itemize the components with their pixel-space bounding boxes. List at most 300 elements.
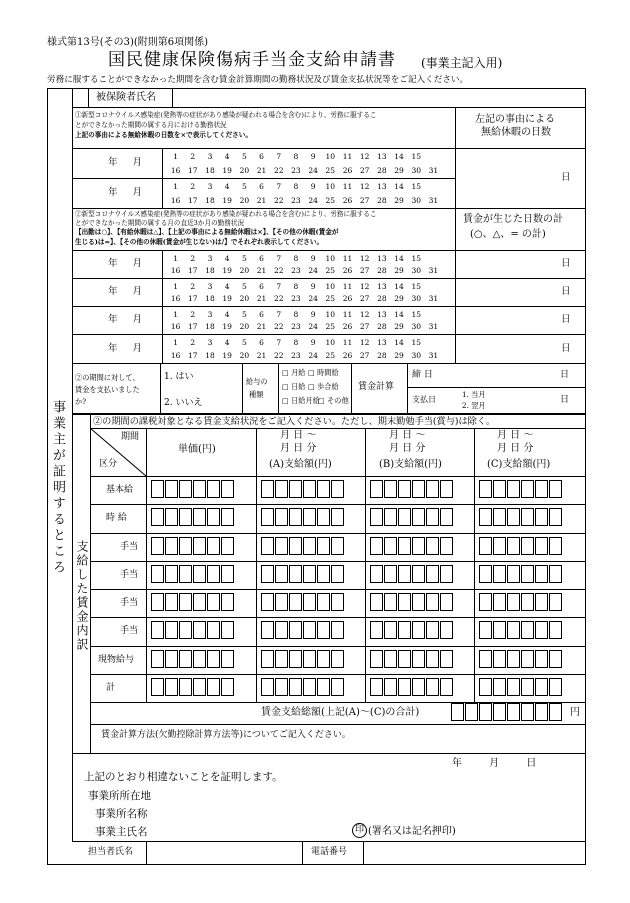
day-cell[interactable]: 14 [394,310,404,319]
day-cell[interactable]: 29 [394,322,404,331]
day-cell[interactable]: 9 [310,338,316,347]
day-cell[interactable]: 7 [276,152,282,161]
day-cell[interactable]: 27 [359,294,370,303]
pay-type-commission-checkbox[interactable]: □ 歩合給 [308,382,339,391]
day-cell[interactable]: 11 [342,182,353,191]
wage-row-label: 基本給 [106,485,134,495]
day-cell[interactable]: 31 [428,266,439,275]
day-cell[interactable]: 3 [207,310,213,319]
day-cell[interactable]: 9 [310,310,316,319]
day-cell[interactable]: 17 [188,266,198,275]
day-cell[interactable]: 12 [359,182,370,191]
day-cell[interactable]: 1 [173,282,178,291]
day-cell[interactable]: 5 [241,282,247,291]
col-c-date-from: 月 日 〜 [497,430,534,441]
day-cell[interactable]: 30 [411,294,421,303]
day-cell[interactable]: 10 [325,338,336,347]
pay-type-other-checkbox[interactable]: □ その他 [318,396,349,405]
day-grid-row2-s2-2[interactable] [167,295,442,303]
pay-question-1: ②の期間に対して、 [75,373,140,382]
wage-cells-unit[interactable] [151,508,234,526]
day-cell[interactable]: 13 [377,152,387,161]
day-grid-row2-s1-1[interactable] [167,167,442,175]
day-cell[interactable]: 4 [224,310,230,319]
day-cell[interactable]: 13 [377,182,387,191]
pay-type-daily-checkbox[interactable]: □ 日給 [282,382,306,391]
day-cell[interactable]: 26 [342,166,353,175]
wage-cells-a[interactable] [261,565,344,583]
wage-cells-c[interactable] [479,565,562,583]
day-cell[interactable]: 27 [359,166,370,175]
day-cell[interactable]: 8 [293,338,299,347]
wage-cells-unit[interactable] [151,565,234,583]
form-title-suffix: (事業主記入用) [421,56,503,70]
day-cell[interactable]: 17 [188,294,198,303]
month-label-s2-3[interactable]: 年 月 [108,314,143,325]
wage-row-label: 手当 [120,542,139,552]
day-cell[interactable]: 22 [273,322,284,331]
day-cell[interactable]: 6 [259,152,264,161]
wage-row-label: 手当 [120,570,139,580]
day-cell[interactable]: 25 [325,322,336,331]
day-cell[interactable]: 11 [342,152,353,161]
wage-cells-a[interactable] [261,650,344,668]
day-cell[interactable]: 10 [325,254,336,263]
pay-question-3: か? [75,397,87,406]
pay-type-monthly-checkbox[interactable]: □ 月給 [282,368,306,377]
section2-text-3: 【出勤は○】、【有給休暇は△】、【上記の事由による無給休暇は×】、【その他の休暇(賃金が [75,228,339,236]
day-cell[interactable]: 20 [239,322,250,331]
section1-text-3: 上記の事由による無給休暇の日数を×で表示してください。 [75,131,252,139]
total-amount-cells[interactable] [451,703,562,721]
day-cell[interactable]: 19 [222,294,232,303]
day-cell[interactable]: 12 [359,310,370,319]
day-cell[interactable]: 2 [190,338,196,347]
day-cell[interactable]: 24 [308,351,318,360]
day-cell[interactable]: 8 [293,282,299,291]
seal-mark: 印 [352,823,367,838]
day-cell[interactable]: 4 [224,338,230,347]
col-b-date-from: 月 日 〜 [389,430,426,441]
day-cell[interactable]: 18 [205,351,215,360]
office-address-label: 事業所所在地 [88,790,151,802]
day-cell[interactable]: 6 [259,338,264,347]
day-count-unit-s2-2: 日 [561,286,571,297]
day-cell[interactable]: 26 [342,322,353,331]
form-number: 様式第13号(その3)(附則第6項関係) [47,37,209,48]
day-grid-row2-s1-2[interactable] [167,197,442,205]
day-cell[interactable]: 6 [259,254,264,263]
wage-row-label: 計 [106,683,116,693]
day-cell[interactable]: 5 [241,310,247,319]
staff-name-field[interactable] [148,843,300,863]
day-cell[interactable]: 11 [342,310,353,319]
wage-cells-b[interactable] [370,480,453,498]
wage-cells-c[interactable] [479,480,562,498]
pay-yes-option[interactable]: 1. はい [164,372,194,382]
day-cell[interactable]: 6 [259,310,264,319]
col-a-date-from: 月 日 〜 [280,430,317,441]
day-cell[interactable]: 5 [241,152,247,161]
day-cell[interactable]: 23 [291,322,301,331]
owner-name-label: 事業主氏名 [95,826,148,838]
day-cell[interactable]: 19 [222,166,232,175]
wage-cells-c[interactable] [479,650,562,668]
day-cell[interactable]: 17 [188,351,198,360]
insured-name-field[interactable] [174,89,584,106]
day-cell[interactable]: 6 [259,182,264,191]
wage-calc-label: 賃金計算 [358,382,395,392]
day-cell[interactable]: 20 [239,196,250,205]
day-cell[interactable]: 2 [190,310,196,319]
day-cell[interactable]: 21 [256,294,267,303]
day-cell[interactable]: 16 [170,294,181,303]
day-cell[interactable]: 13 [377,282,387,291]
day-grid-row1-s2-2[interactable] [167,283,425,291]
day-cell[interactable]: 15 [411,152,421,161]
form-title: 国民健康保険傷病手当金支給申請書 [108,50,396,70]
day-cell[interactable]: 19 [222,266,232,275]
month-label-s2-4[interactable]: 年 月 [108,343,143,354]
day-cell[interactable]: 3 [207,338,213,347]
calc-method-label: 賃金計算方法(欠勤控除計算方法等)についてご記入ください。 [101,730,351,740]
wage-cells-a[interactable] [261,508,344,526]
day-cell[interactable]: 23 [291,266,301,275]
day-cell[interactable]: 24 [308,196,318,205]
day-cell[interactable]: 8 [293,254,299,263]
day-cell[interactable]: 22 [273,351,284,360]
side-label: 事業主が証明するところ [50,400,65,576]
day-cell[interactable]: 25 [325,166,336,175]
day-cell[interactable]: 14 [394,152,404,161]
day-cell[interactable]: 21 [256,351,267,360]
day-cell[interactable]: 10 [325,182,336,191]
day-grid-row1-s1-1[interactable] [167,153,425,161]
day-cell[interactable]: 28 [377,322,387,331]
day-cell[interactable]: 18 [205,166,215,175]
day-cell[interactable]: 28 [377,196,387,205]
wage-row-label: 手当 [120,626,139,636]
wage-cells-unit[interactable] [151,593,234,611]
wage-cells-a[interactable] [261,537,344,555]
day-cell[interactable]: 26 [342,196,353,205]
day-cell[interactable]: 7 [276,310,282,319]
day-cell[interactable]: 18 [205,196,215,205]
day-cell[interactable]: 24 [308,166,318,175]
day-cell[interactable]: 14 [394,254,404,263]
day-cell[interactable]: 1 [173,182,178,191]
day-cell[interactable]: 16 [170,351,181,360]
day-cell[interactable]: 16 [170,266,181,275]
day-cell[interactable]: 4 [224,152,230,161]
day-cell[interactable]: 30 [411,322,421,331]
day-cell[interactable]: 29 [394,266,404,275]
col-b-date-to: 月 日 分 [389,443,426,454]
day-cell[interactable]: 13 [377,338,387,347]
day-cell[interactable]: 28 [377,294,387,303]
day-cell[interactable]: 31 [428,196,439,205]
day-grid-row1-s1-2[interactable] [167,183,425,191]
day-cell[interactable]: 2 [190,254,196,263]
day-cell[interactable]: 22 [273,294,284,303]
day-cell[interactable]: 30 [411,166,421,175]
day-cell[interactable]: 10 [325,152,336,161]
day-cell[interactable]: 7 [276,338,282,347]
day-cell[interactable]: 7 [276,182,282,191]
day-cell[interactable]: 18 [205,294,215,303]
day-cell[interactable]: 21 [256,166,267,175]
day-cell[interactable]: 4 [224,282,230,291]
day-cell[interactable]: 28 [377,166,387,175]
pay-type-hourly-checkbox[interactable]: □ 時間給 [308,368,339,377]
wage-cells-b[interactable] [370,537,453,555]
month-label-s1-2[interactable]: 年 月 [108,187,143,198]
day-cell[interactable]: 13 [377,310,387,319]
day-cell[interactable]: 9 [310,182,316,191]
wage-cells-unit[interactable] [151,621,234,639]
month-label-s2-1[interactable]: 年 月 [108,258,143,269]
month-label-s1-1[interactable]: 年 月 [108,157,143,168]
col-a-label: (A)支給額(円) [269,459,332,470]
staff-name-label: 担当者氏名 [88,847,134,857]
day-cell[interactable]: 11 [342,338,353,347]
phone-label: 電話番号 [311,847,348,857]
day-cell[interactable]: 1 [173,310,178,319]
day-cell[interactable]: 27 [359,322,370,331]
day-cell[interactable]: 27 [359,351,370,360]
day-grid-row2-s2-4[interactable] [167,352,442,360]
day-cell[interactable]: 29 [394,166,404,175]
day-cell[interactable]: 14 [394,282,404,291]
day-cell[interactable]: 19 [222,322,232,331]
day-cell[interactable]: 21 [256,266,267,275]
day-cell[interactable]: 14 [394,182,404,191]
day-cell[interactable]: 9 [310,152,316,161]
day-count-unit-s2-1: 日 [561,258,571,269]
day-cell[interactable]: 6 [259,282,264,291]
wage-cells-unit[interactable] [151,480,234,498]
month-label-s2-2[interactable]: 年 月 [108,286,143,297]
payday-label: 支払日 [412,395,436,404]
day-cell[interactable]: 13 [377,254,387,263]
day-cell[interactable]: 22 [273,166,284,175]
section1-text-2: とができなかった期間の属する月における勤務状況 [75,121,227,129]
day-cell[interactable]: 19 [222,351,232,360]
day-cell[interactable]: 12 [359,338,370,347]
day-cell[interactable]: 26 [342,351,353,360]
day-cell[interactable]: 1 [173,152,178,161]
day-cell[interactable]: 29 [394,196,404,205]
pay-no-option[interactable]: 2. いいえ [164,398,203,408]
day-cell[interactable]: 15 [411,310,421,319]
day-cell[interactable]: 15 [411,338,421,347]
cert-date[interactable]: 年 月 日 [452,758,538,769]
day-cell[interactable]: 21 [256,322,267,331]
day-cell[interactable]: 18 [205,266,215,275]
day-cell[interactable]: 29 [394,294,404,303]
day-grid-row2-s2-1[interactable] [167,267,442,275]
wage-cells-a[interactable] [261,480,344,498]
day-cell[interactable]: 11 [342,282,353,291]
day-cell[interactable]: 20 [239,351,250,360]
day-cell[interactable]: 25 [325,351,336,360]
wage-cells-a[interactable] [261,678,344,696]
day-cell[interactable]: 28 [377,351,387,360]
day-cell[interactable]: 1 [173,338,178,347]
day-cell[interactable]: 23 [291,351,301,360]
day-cell[interactable]: 12 [359,282,370,291]
day-cell[interactable]: 26 [342,294,353,303]
wage-row-label: 現物給与 [98,655,135,665]
day-cell[interactable]: 5 [241,182,247,191]
day-cell[interactable]: 10 [325,310,336,319]
category-label: 区分 [99,459,118,469]
day-grid-row1-s2-4[interactable] [167,339,425,347]
day-cell[interactable]: 24 [308,322,318,331]
day-cell[interactable]: 22 [273,266,284,275]
day-cell[interactable]: 27 [359,196,370,205]
section1-day-count-unit: 日 [561,172,571,183]
section2-right-header-2: (○、△、= の計) [470,229,546,240]
wage-cells-b[interactable] [370,621,453,639]
wage-cells-b[interactable] [370,650,453,668]
day-count-unit-s2-3: 日 [561,314,571,325]
wage-cells-b[interactable] [370,593,453,611]
wage-cells-b[interactable] [370,565,453,583]
day-cell[interactable]: 14 [394,338,404,347]
payday-next-month[interactable]: 2. 翌月 [462,401,486,410]
day-cell[interactable]: 26 [342,266,353,275]
wage-cells-unit[interactable] [151,678,234,696]
wage-cells-b[interactable] [370,508,453,526]
day-cell[interactable]: 12 [359,152,370,161]
wage-cells-unit[interactable] [151,650,234,668]
day-cell[interactable]: 30 [411,351,421,360]
day-cell[interactable]: 8 [293,310,299,319]
wage-cells-c[interactable] [479,621,562,639]
day-cell[interactable]: 15 [411,182,421,191]
day-cell[interactable]: 23 [291,166,301,175]
day-cell[interactable]: 4 [224,254,230,263]
day-cell[interactable]: 25 [325,294,336,303]
cutoff-day-unit: 日 [560,370,570,380]
day-cell[interactable]: 19 [222,196,232,205]
day-cell[interactable]: 30 [411,196,421,205]
day-cell[interactable]: 17 [188,196,198,205]
day-cell[interactable]: 31 [428,294,439,303]
day-cell[interactable]: 5 [241,254,247,263]
pay-type-daily-monthly-checkbox[interactable]: □ 日給月給 [282,396,320,405]
col-b-label: (B)支給額(円) [379,459,442,470]
section2-right-header-1: 賃金が生じた日数の計 [463,214,563,225]
day-cell[interactable]: 3 [207,254,213,263]
section2-text-2: とができなかった期間の属する月の直近3か月の勤務状況 [75,219,245,227]
day-cell[interactable]: 16 [170,196,181,205]
day-cell[interactable]: 25 [325,266,336,275]
day-cell[interactable]: 17 [188,166,198,175]
payday-day-unit: 日 [560,395,570,405]
day-cell[interactable]: 2 [190,182,196,191]
wage-cells-c[interactable] [479,593,562,611]
section1-right-header-2: 無給休暇の日数 [481,127,551,138]
total-label: 賃金支給総額(上記(A)〜(C)の合計) [261,707,420,718]
wage-cells-a[interactable] [261,621,344,639]
day-cell[interactable]: 31 [428,322,439,331]
day-cell[interactable]: 29 [394,351,404,360]
day-cell[interactable]: 24 [308,266,318,275]
phone-field[interactable] [365,843,584,863]
day-cell[interactable]: 7 [276,254,282,263]
day-cell[interactable]: 20 [239,266,250,275]
wage-cells-unit[interactable] [151,537,234,555]
day-cell[interactable]: 11 [342,254,353,263]
day-cell[interactable]: 15 [411,282,421,291]
day-cell[interactable]: 17 [188,322,198,331]
day-cell[interactable]: 24 [308,294,318,303]
day-cell[interactable]: 12 [359,254,370,263]
office-name-label: 事業所名称 [95,808,148,820]
day-cell[interactable]: 16 [170,166,181,175]
calc-method-field[interactable] [100,742,580,752]
day-cell[interactable]: 27 [359,266,370,275]
day-cell[interactable]: 15 [411,254,421,263]
day-cell[interactable]: 8 [293,182,299,191]
day-cell[interactable]: 9 [310,282,316,291]
day-grid-row1-s2-1[interactable] [167,255,425,263]
day-cell[interactable]: 16 [170,322,181,331]
wage-cells-b[interactable] [370,678,453,696]
day-cell[interactable]: 3 [207,152,213,161]
day-cell[interactable]: 9 [310,254,316,263]
wage-cells-c[interactable] [479,508,562,526]
day-count-unit-s2-4: 日 [561,343,571,354]
payday-current-month[interactable]: 1. 当月 [462,390,486,399]
unit-price-label: 単価(円) [178,444,216,455]
day-cell[interactable]: 23 [291,294,301,303]
day-cell[interactable]: 23 [291,196,301,205]
day-cell[interactable]: 2 [190,152,196,161]
day-cell[interactable]: 28 [377,266,387,275]
wage-row-label: 時 給 [106,513,127,523]
day-cell[interactable]: 3 [207,182,213,191]
day-cell[interactable]: 18 [205,322,215,331]
day-cell[interactable]: 20 [239,166,250,175]
col-c-date-to: 月 日 分 [497,443,534,454]
day-cell[interactable]: 31 [428,351,439,360]
day-cell[interactable]: 31 [428,166,439,175]
section1-text-1: ①新型コロナウイルス感染症(発熱等の症状があり感染が疑われる場合を含む)により、労務に服するこ [75,111,377,119]
day-cell[interactable]: 1 [173,254,178,263]
day-cell[interactable]: 22 [273,196,284,205]
pay-type-label-1: 給与の [246,377,268,386]
wage-cells-c[interactable] [479,678,562,696]
day-cell[interactable]: 30 [411,266,421,275]
wage-cells-c[interactable] [479,537,562,555]
day-cell[interactable]: 25 [325,196,336,205]
day-grid-row1-s2-3[interactable] [167,311,425,319]
day-grid-row2-s2-3[interactable] [167,323,442,331]
day-cell[interactable]: 8 [293,152,299,161]
wage-cells-a[interactable] [261,593,344,611]
day-cell[interactable]: 4 [224,182,230,191]
day-cell[interactable]: 10 [325,282,336,291]
day-cell[interactable]: 21 [256,196,267,205]
day-cell[interactable]: 20 [239,294,250,303]
day-cell[interactable]: 2 [190,282,196,291]
day-cell[interactable]: 7 [276,282,282,291]
day-cell[interactable]: 5 [241,338,247,347]
day-cell[interactable]: 3 [207,282,213,291]
